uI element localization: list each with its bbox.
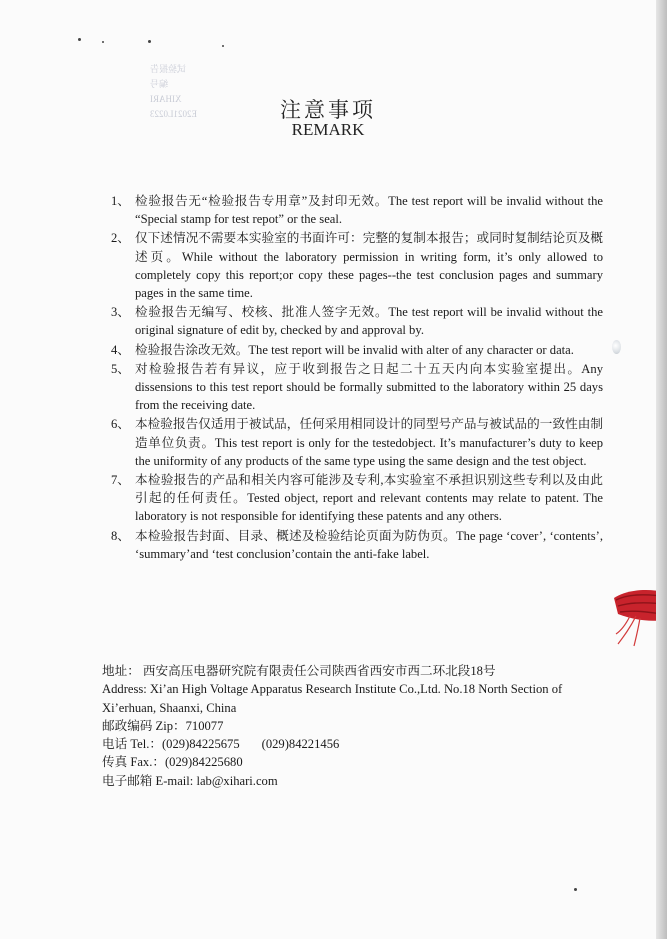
item-text: 本检验报告封面、目录、概述及检验结论页面为防伪页。The page ‘cover’, ‘contents’, ‘summary’and ‘test conclusion’contain the anti-fake label. bbox=[135, 528, 603, 561]
remark-item-3 bbox=[111, 303, 603, 339]
remark-list bbox=[111, 192, 603, 564]
remark-item-7 bbox=[111, 471, 603, 526]
item-number: 7、 bbox=[111, 473, 130, 488]
red-binding-thread bbox=[606, 586, 656, 648]
title-chinese: 注意事项 bbox=[280, 98, 376, 122]
paper-stain bbox=[612, 340, 621, 354]
telephone-row bbox=[102, 735, 602, 753]
bleed-through-text: 试验报告 编号 XIHARI E2021L0223 bbox=[150, 64, 197, 119]
item-text: 检验报告涂改无效。The test report will be invalid with alter of any character or data. bbox=[135, 342, 574, 357]
item-number: 4、 bbox=[111, 342, 130, 357]
address-english-line-1: Address: Xi’an High Voltage Apparatus Research Institute Co.,Ltd. No.18 North Section of bbox=[102, 682, 563, 697]
item-number: 1、 bbox=[111, 194, 130, 208]
speck bbox=[102, 41, 104, 43]
speck bbox=[222, 45, 224, 47]
remark-item-2 bbox=[111, 229, 603, 302]
remark-item-6 bbox=[111, 415, 603, 470]
scan-edge bbox=[656, 0, 667, 939]
remark-item-8 bbox=[111, 527, 603, 563]
telephone-1: 电话 Tel.：(029)84225675 bbox=[102, 737, 240, 752]
item-text: 对检验报告若有异议，应于收到报告之日起二十五天内向本实验室提出。Any dissensions to this test report should be formally submitted to the laboratory within 25 days from the receiving date. bbox=[135, 361, 603, 413]
zip-code: 邮政编码 Zip：710077 bbox=[102, 718, 224, 733]
email: 电子邮箱 E-mail: lab@xihari.com bbox=[102, 773, 278, 788]
remark-item-1 bbox=[111, 192, 603, 228]
title-english: REMARK bbox=[291, 120, 365, 139]
address-chinese: 地址： 西安高压电器研究院有限责任公司陕西省西安市西二环北段18号 bbox=[102, 664, 496, 678]
remark-item-4 bbox=[111, 341, 603, 359]
speck bbox=[148, 40, 151, 43]
item-number: 3、 bbox=[111, 305, 130, 320]
item-number: 6、 bbox=[111, 417, 130, 432]
telephone-2: (029)84221456 bbox=[261, 737, 340, 752]
item-text: 本检验报告的产品和相关内容可能涉及专利,本实验室不承担识别这些专利以及由此引起的任何责任。Tested object, report and relevant contents may relate to patent. The laboratory is not responsible for identifying these patents and any others. bbox=[135, 473, 603, 524]
item-text: 检验报告无编写、校核、批准人签字无效。The test report will be invalid without the original signature of edit by, checked by and approval by. bbox=[135, 305, 603, 338]
item-number: 5、 bbox=[111, 361, 130, 376]
item-text: 本检验报告仅适用于被试品，任何采用相同设计的同型号产品与被试品的一致性由制造单位负责。This test report is only for the testedobject. It’s manufacturer’s duty to keep the uniformity of any products of the same type using the same design and the test object. bbox=[135, 417, 603, 468]
speck bbox=[78, 38, 81, 41]
item-text: 检验报告无“检验报告专用章”及封印无效。The test report will be invalid without the “Special stamp for test repot” or the seal. bbox=[135, 194, 603, 227]
item-number: 2、 bbox=[111, 231, 130, 246]
item-text: 仅下述情况不需要本实验室的书面许可：完整的复制本报告；或同时复制结论页及概述页。While without the laboratory permission in writing form, it’s only allowed to completely copy this report;or copy these pages--the test conclusion pages and summary pages in the same time. bbox=[135, 231, 603, 301]
speck bbox=[574, 888, 577, 891]
address-english-line-2: Xi’erhuan, Shaanxi, China bbox=[102, 700, 237, 715]
item-number: 8、 bbox=[111, 528, 130, 543]
contact-info bbox=[102, 662, 602, 790]
fax: 传真 Fax.：(029)84225680 bbox=[102, 755, 243, 770]
remark-item-5 bbox=[111, 360, 603, 415]
